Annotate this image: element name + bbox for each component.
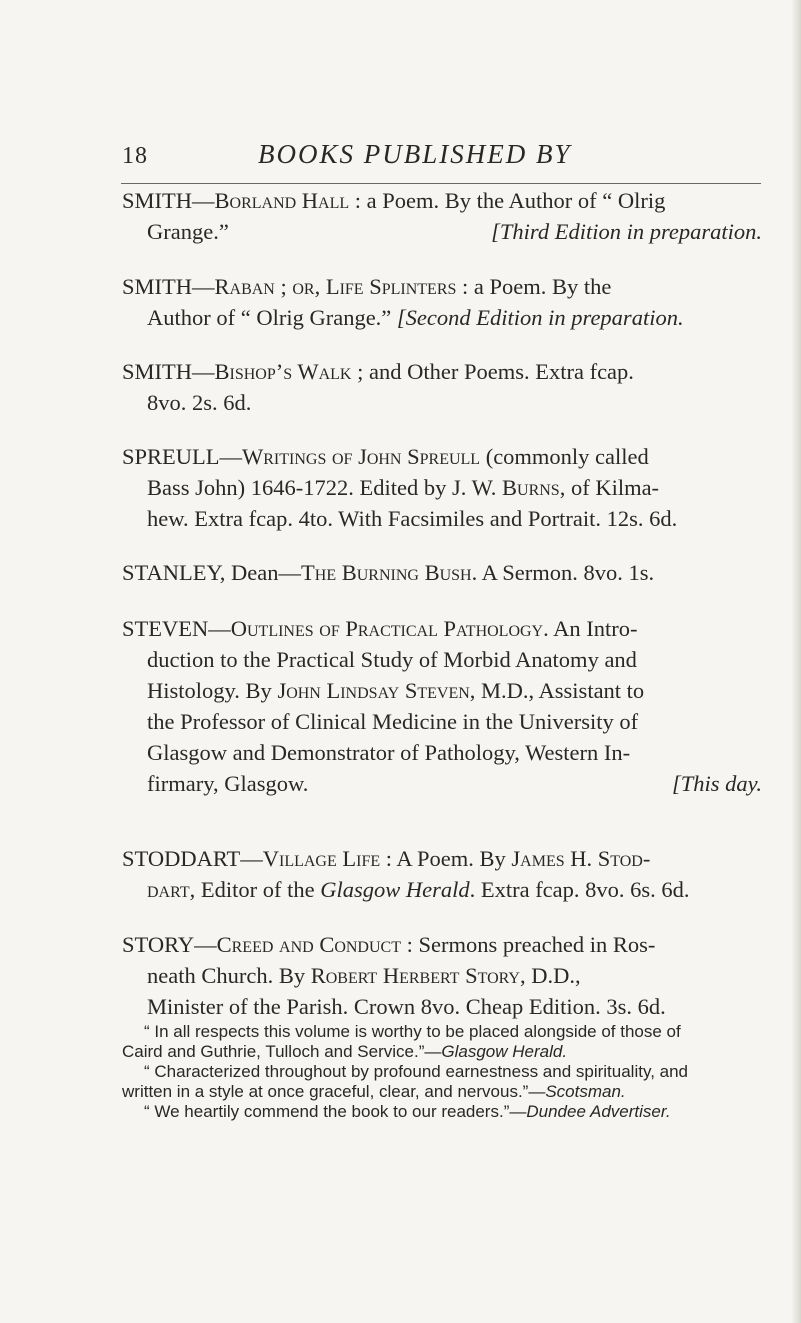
entry-text: neath Church. By [147,963,311,988]
entry-line [122,737,762,768]
quote-text: Caird and Guthrie, Tulloch and Service.”— [122,1042,442,1061]
entry-line [122,356,762,387]
entry-person: James H. Stod- [511,846,651,871]
page-header [0,0,801,200]
entry-text: . A Sermon. 8vo. 1s. [471,560,655,585]
entry-line [122,557,762,588]
entry-text: : a Poem. By the [456,274,612,299]
entry-person: John Lindsay Steven [277,678,470,703]
entry-line [122,271,762,302]
entry-author: SMITH [122,188,193,213]
entry-text: Histology. By [147,678,278,703]
quote-source: Dundee Advertiser. [526,1102,671,1121]
entry-title: —Borland Hall [192,188,350,213]
entry-smith-borland-hall [122,185,762,247]
quote-text: “ Characterized throughout by profound earnestness and spirituality, and [144,1062,689,1081]
quote-line [122,1022,762,1042]
entry-text: the Professor of Clinical Medicine in the University of [147,709,639,734]
entry-text: , M.D., Assistant to [469,678,645,703]
entry-person: Burns [502,475,560,500]
entry-line [122,929,762,960]
entry-text: , Dean— [219,560,302,585]
entry-title: —Writings of John Spreull [219,444,481,469]
entry-author: SMITH [122,274,193,299]
entry-text: duction to the Practical Study of Morbid Anatomy and [147,647,637,672]
page-number: 18 [122,143,148,169]
entry-text: firmary, Glasgow. [147,771,309,796]
entry-line [122,874,762,905]
entry-author: STEVEN [122,616,209,641]
entry-person: dart [147,877,190,902]
edition-note: [Second Edition in preparation. [396,305,684,330]
entry-smith-raban [122,271,762,333]
edition-note: [Third Edition in preparation. [491,219,762,244]
entry-line [122,613,762,644]
entry-line [122,216,762,247]
entry-line [122,991,762,1022]
quote-text: “ In all respects this volume is worthy to be placed alongside of those of [144,1022,681,1041]
quote-line [122,1062,762,1082]
entry-line [122,706,762,737]
entry-author: STANLEY [122,560,220,585]
entry-stanley [122,557,762,588]
entry-line [122,441,762,472]
quote-text: “ We heartily commend the book to our readers.”— [144,1102,527,1121]
entry-text: 8vo. 2s. 6d. [147,390,252,415]
entry-text: , Editor of the [189,877,321,902]
press-quotes [122,1022,762,1122]
entry-title: The Burning Bush [301,560,472,585]
entry-author: SMITH [122,359,193,384]
entry-author: STODDART [122,846,241,871]
entry-line [122,768,762,799]
entry-steven [122,613,762,799]
entry-text: Grange.” [147,219,229,244]
entry-text: hew. Extra fcap. 4to. With Facsimiles and Portrait. 12s. 6d. [147,506,678,531]
entry-text: ; and Other Poems. Extra fcap. [351,359,634,384]
quote-line [122,1042,762,1062]
entry-text: Bass John) 1646-1722. Edited by J. W. [147,475,503,500]
header-rule [121,183,761,184]
entry-text: : a Poem. By the Author of “ Olrig [349,188,666,213]
entry-text: , D.D., [519,963,581,988]
entry-text: : Sermons preached in Ros- [401,932,656,957]
quote-line [122,1082,762,1102]
entry-line [122,387,762,418]
entry-line [122,675,762,706]
quote-line [122,1102,762,1122]
entry-smith-bishops-walk [122,356,762,418]
running-head: BOOKS PUBLISHED BY [258,139,572,169]
entry-line [122,185,762,216]
entry-text: Author of “ Olrig Grange.” [147,305,397,330]
quote-source: Glasgow Herald. [441,1042,568,1061]
entry-line [122,503,762,534]
entry-periodical: Glasgow Herald [320,877,470,902]
entry-text: Minister of the Parish. Crown 8vo. Cheap Edition. 3s. 6d. [147,994,666,1019]
entry-author: SPREULL [122,444,220,469]
entry-title: —Raban ; or, Life Splinters [192,274,457,299]
entry-line [122,472,762,503]
entry-title: —Bishop’s Walk [192,359,352,384]
entry-person: Robert Herbert Story [310,963,520,988]
entry-line [122,302,762,333]
entry-author: STORY [122,932,195,957]
edition-note: [This day. [671,771,762,796]
quote-text: written in a style at once graceful, clear, and nervous.”— [122,1082,546,1101]
entry-text: . Extra fcap. 8vo. 6s. 6d. [469,877,690,902]
entry-text: Glasgow and Demonstrator of Pathology, Western In- [147,740,631,765]
entry-text: (commonly called [480,444,649,469]
entry-stoddart [122,843,762,905]
entry-title: —Village Life [240,846,381,871]
entry-spreull [122,441,762,534]
entry-line [122,843,762,874]
entry-title: —Creed and Conduct [194,932,401,957]
entry-story [122,929,762,1122]
entry-line [122,644,762,675]
entry-title: —Outlines of Practical Pathology [208,616,544,641]
entry-text: . An Intro- [543,616,638,641]
entry-text: , of Kilma- [559,475,660,500]
entry-text: : A Poem. By [380,846,512,871]
entry-line [122,960,762,991]
quote-source: Scotsman. [545,1082,626,1101]
